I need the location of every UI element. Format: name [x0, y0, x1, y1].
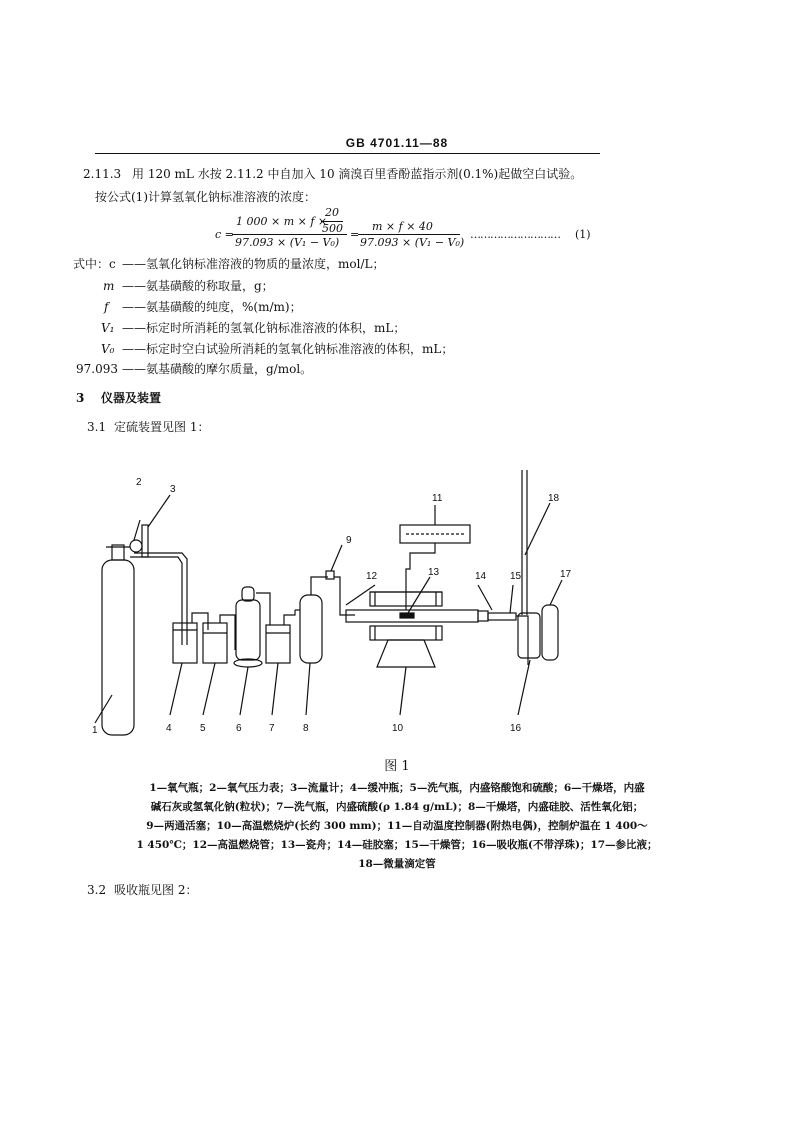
pipe-oxygen-inner: [130, 557, 182, 645]
clause-3-1-number: 3.1: [87, 420, 107, 434]
label-3: 3: [170, 484, 176, 495]
legend-desc-v0: ——标定时空白试验所消耗的氢氧化钠标准溶液的体积，mL；: [122, 342, 454, 356]
legend-symbol-f: f: [104, 300, 109, 314]
legend-desc-c: ——氢氧化钠标准溶液的物质的量浓度，mol/L；: [122, 257, 385, 271]
header-rule: [95, 153, 600, 154]
label-2: 2: [136, 477, 142, 488]
standard-code-header: GB 4701.11—88: [345, 136, 449, 150]
legend-symbol-molar-mass: 97.093: [76, 362, 118, 376]
leader-6: [240, 667, 248, 715]
caption-line-2: 碱石灰或氢氧化钠(粒状)；7—洗气瓶，内盛硫酸(ρ 1.84 g/mL)；8—干燥塔，内盛硅胶、活性氧化铝；: [150, 801, 644, 813]
label-6: 6: [236, 723, 242, 734]
drying-tower-8: [295, 585, 322, 663]
formula-inner-denominator: 500: [322, 222, 343, 235]
label-15: 15: [510, 571, 522, 582]
leader-5: [203, 663, 215, 715]
section-3-number: 3: [76, 391, 85, 405]
label-16: 16: [510, 723, 522, 734]
formula-numerator-1: 1 000 × m × f ×: [236, 215, 328, 228]
caption-line-4: 1 450℃；12—高温燃烧管；13—瓷舟；14—硅胶塞；15—干燥管；16—吸收瓶(不带浮珠)；17—参比液；: [136, 839, 658, 851]
pipe-oxygen: [134, 553, 187, 645]
figure-1-title: 图 1: [384, 759, 410, 774]
label-10: 10: [392, 723, 404, 734]
flow-meter: [142, 495, 170, 557]
legend-symbol-v0: V₀: [101, 342, 115, 356]
micro-burette: [522, 470, 550, 615]
figure-caption: [80, 779, 714, 874]
legend-desc-m: ——氨基磺酸的称取量，g；: [122, 279, 274, 293]
formula-tag: (1): [575, 228, 591, 241]
formula-inner-numerator: 20: [325, 206, 339, 219]
clause-2-11-3-number: 2.11.3: [83, 167, 122, 181]
leader-1-4: [170, 663, 182, 715]
formula-lhs: c =: [215, 228, 234, 241]
clause-3-2-number: 3.2: [87, 883, 107, 897]
caption-line-5: 18—微量滴定管: [358, 858, 436, 870]
temperature-controller: [400, 505, 470, 610]
label-8: 8: [303, 723, 309, 734]
label-4: 4: [166, 723, 172, 734]
clause-2-11-3-text: 用 120 mL 水按 2.11.2 中自加入 10 滴溴百里香酚蓝指示剂(0.1%)起做空白试验。: [132, 167, 583, 181]
legend-symbol-m: m: [103, 279, 115, 293]
leader-8: [306, 663, 310, 715]
reference-liquid: [542, 580, 562, 660]
label-18: 18: [548, 493, 560, 504]
absorption-bottle: [518, 613, 540, 715]
two-way-stopcock: [311, 545, 355, 615]
formula-denominator-2: 97.093 × (V₁ − V₀): [360, 236, 465, 249]
legend-symbol-c: 式中：c: [73, 257, 116, 271]
leader-cyl: [95, 695, 112, 723]
calc-intro: 按公式(1)计算氢氧化钠标准溶液的浓度：: [95, 190, 316, 204]
legend-desc-molar-mass: ——氨基磺酸的摩尔质量，g/mol。: [122, 362, 313, 376]
section-3-title: 仪器及装置: [101, 391, 162, 405]
label-17: 17: [560, 569, 572, 580]
formula-equals: =: [350, 228, 360, 241]
drying-tower-6: [234, 587, 270, 667]
label-14: 14: [475, 571, 487, 582]
porcelain-boat: [400, 577, 430, 618]
label-12: 12: [366, 571, 378, 582]
caption-line-1: 1—氧气瓶；2—氧气压力表；3—流量计；4—缓冲瓶；5—洗气瓶，内盛铬酸饱和硫酸；6—干燥塔，内盛: [149, 782, 645, 794]
leader-7: [272, 663, 278, 715]
oxygen-cylinder: [102, 545, 134, 735]
silicone-plug-and-drying-tube: [478, 585, 528, 665]
legend-desc-f: ——氨基磺酸的纯度，%(m/m)；: [122, 300, 302, 314]
figure-1-apparatus: [70, 465, 630, 740]
formula-numerator-2: m × f × 40: [372, 220, 433, 233]
clause-3-2-text: 吸收瓶见图 2：: [114, 883, 198, 897]
formula-denominator-1: 97.093 × (V₁ − V₀): [235, 236, 340, 249]
label-13: 13: [428, 567, 440, 578]
clause-3-1-text: 定硫装置见图 1：: [114, 420, 210, 434]
label-5: 5: [200, 723, 206, 734]
formula-fraction-bar-1: [232, 234, 347, 235]
label-9: 9: [346, 535, 352, 546]
legend-symbol-v1: V₁: [101, 321, 115, 335]
label-11: 11: [432, 493, 443, 504]
pressure-gauge: [130, 520, 142, 552]
formula-fraction-bar-2: [358, 234, 460, 235]
label-7: 7: [269, 723, 275, 734]
formula-dots: ………………………: [470, 228, 560, 241]
caption-line-3: 9—两通活塞；10—高温燃烧炉(长约 300 mm)；11—自动温度控制器(附热电偶)，控制炉温在 1 400～: [146, 820, 648, 832]
legend-desc-v1: ——标定时所消耗的氢氧化钠标准溶液的体积，mL；: [122, 321, 406, 335]
label-1: 1: [92, 725, 98, 736]
